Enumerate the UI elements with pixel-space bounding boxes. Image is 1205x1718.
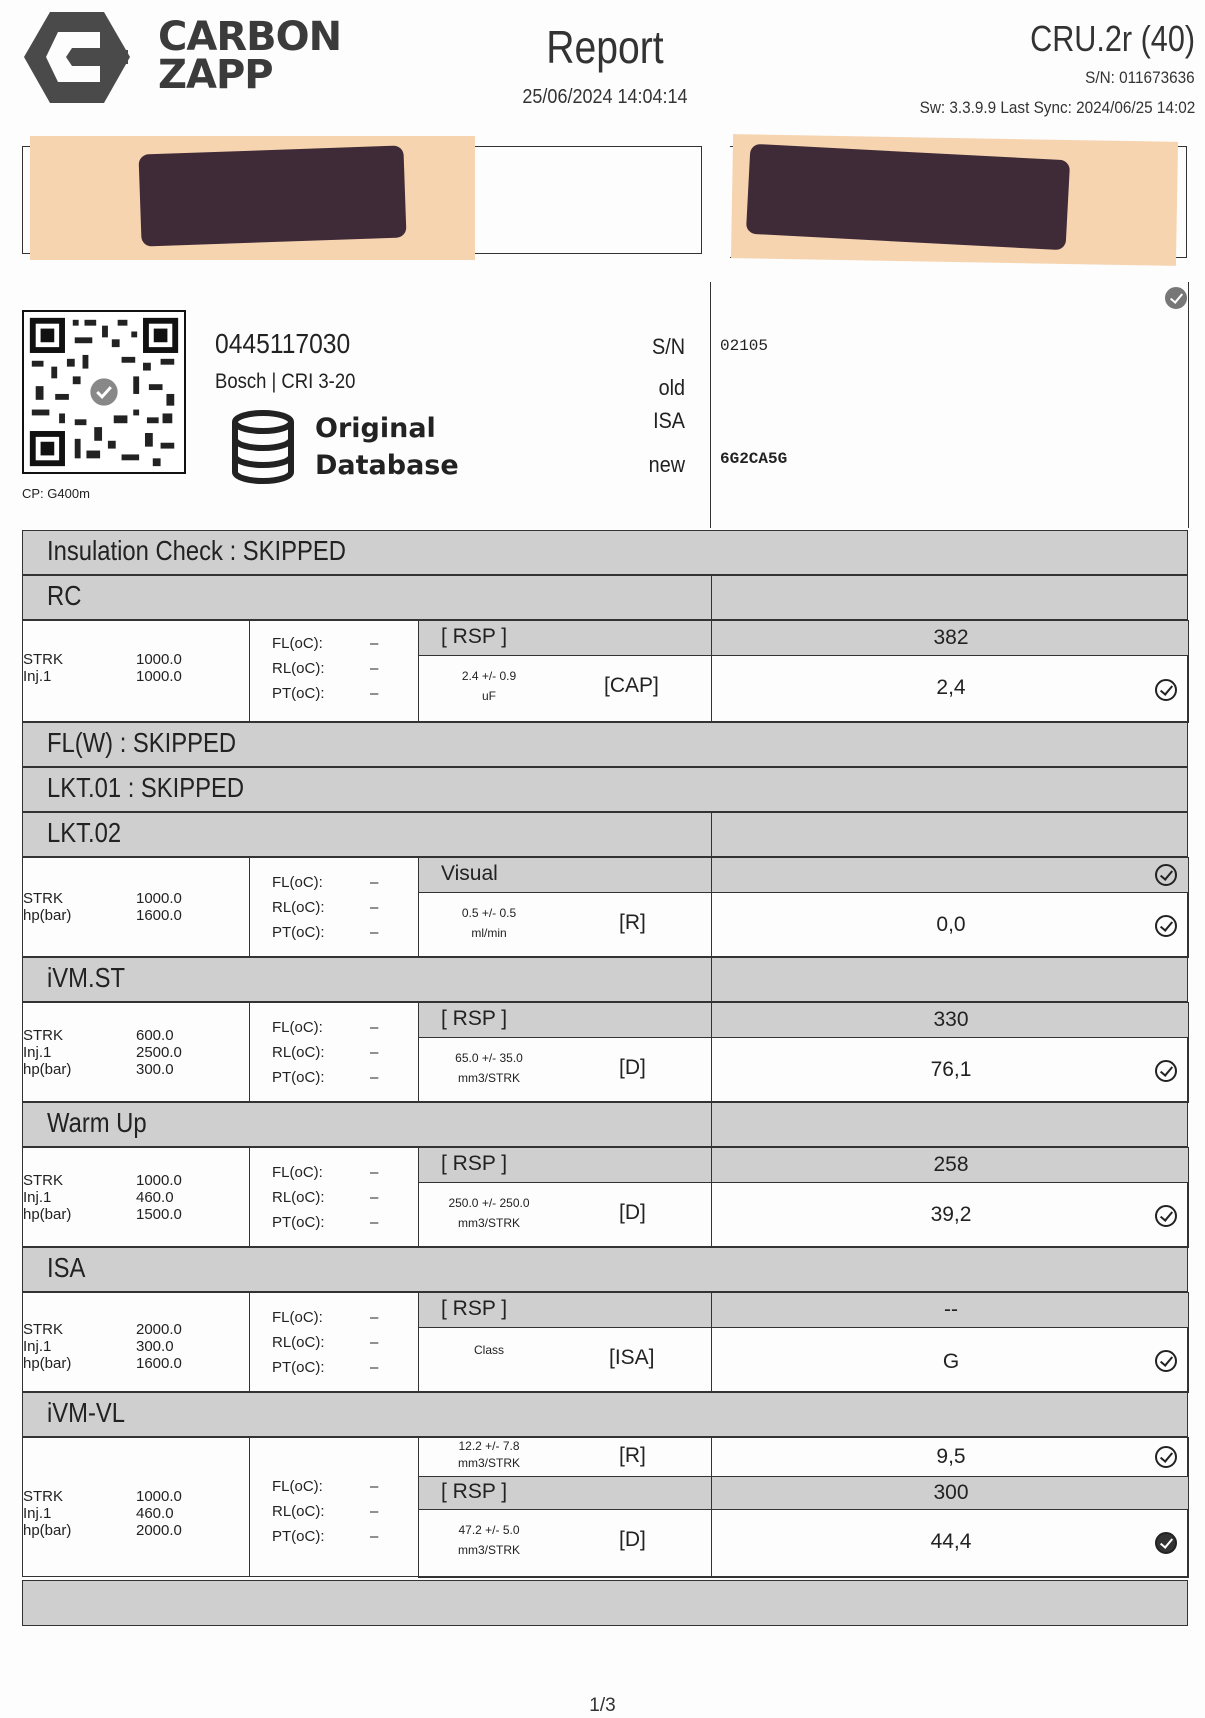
ivmvl-param-values: 1000.0 460.0 2000.0 [136, 1488, 182, 1539]
warmup-row [22, 1147, 1188, 1247]
ivmvl-rsp-value-cell: 300 [711, 1476, 1189, 1510]
ivmst-param-values: 600.0 2500.0 300.0 [136, 1027, 182, 1078]
pass-check-icon [1155, 1350, 1177, 1372]
redaction-ink-2 [746, 144, 1070, 251]
new-value: 6G2CA5G [720, 450, 788, 468]
isa-header: ISA [22, 1247, 1188, 1292]
report-datetime: 25/06/2024 14:04:14 [522, 86, 688, 108]
isa-param-values: 2000.0 300.0 1600.0 [136, 1321, 182, 1372]
isa-label: ISA [653, 408, 685, 433]
lkt02-param-values: 1000.0 1600.0 [136, 890, 182, 924]
ivmvl-rsp-label-cell: [ RSP ] [418, 1476, 712, 1510]
warmup-param-values: 1000.0 460.0 1500.0 [136, 1172, 182, 1223]
lkt02-param-keys: STRK hp(bar) [23, 890, 72, 924]
ivmst-row [22, 1002, 1188, 1102]
page-number: 1/3 [589, 1695, 616, 1716]
rc-spec-cell: 2.4 +/- 0.9 uF [CAP] [418, 655, 712, 723]
qr-code [22, 310, 186, 474]
part-number: 0445117030 [215, 328, 351, 359]
ivmst-rsp-value-cell: 330 [711, 1002, 1189, 1038]
ivmst-rsp-label-cell: [ RSP ] [418, 1002, 712, 1038]
rc-rsp-value-cell: 382 [711, 620, 1189, 656]
lkt02-temps: FL(oC): RL(oC): PT(oC): – – – [249, 857, 419, 957]
ivmst-temps: FL(oC): RL(oC): PT(oC): – – – [249, 1002, 419, 1102]
rc-param-keys: STRK Inj.1 [23, 651, 64, 685]
pass-check-icon [1155, 915, 1177, 937]
isa-param-keys: STRK Inj.1 hp(bar) [23, 1321, 72, 1372]
device-software: Sw: 3.3.9.9 Last Sync: 2024/06/25 14:02 [919, 98, 1195, 117]
lkt02-result-cell: 0,0 [711, 892, 1189, 958]
ivmvl-temps: FL(oC): RL(oC): PT(oC): – – – [249, 1437, 419, 1577]
ivmvl-r-result-cell: 9,5 [711, 1437, 1189, 1477]
sn-value: 02105 [720, 337, 769, 355]
brand-name: CARBON ZAPP [158, 14, 342, 98]
rc-header: RC [22, 575, 1188, 620]
device-serial: S/N: 011673636 [1085, 68, 1195, 87]
ivmvl-header: iVM-VL [22, 1392, 1188, 1437]
old-label: old [658, 375, 685, 400]
isa-temps: FL(oC): RL(oC): PT(oC): – – – [249, 1292, 419, 1392]
ivmvl-row [22, 1437, 1188, 1577]
isa-rsp-value-cell: -- [711, 1292, 1189, 1328]
new-label: new [648, 452, 685, 477]
pass-check-icon [1155, 1205, 1177, 1227]
footer-bar [22, 1580, 1188, 1626]
ivmvl-spec-cell: 47.2 +/- 5.0 mm3/STRK [D] [418, 1509, 712, 1578]
pass-check-filled-icon [1155, 1532, 1177, 1554]
lkt02-visual-result-cell [711, 857, 1189, 893]
pass-check-icon [1155, 1060, 1177, 1082]
lkt02-row [22, 857, 1188, 957]
warmup-result-cell: 39,2 [711, 1182, 1189, 1248]
ivmvl-param-keys: STRK Inj.1 hp(bar) [23, 1488, 72, 1539]
rc-param-values: 1000.0 1000.0 [136, 651, 182, 685]
warmup-rsp-label-cell: [ RSP ] [418, 1147, 712, 1183]
cp-label: CP: G400m [22, 486, 90, 501]
info-right-border [1188, 282, 1189, 528]
warmup-rsp-value-cell: 258 [711, 1147, 1189, 1183]
insulation-header: Insulation Check : SKIPPED [22, 530, 1188, 575]
visual-check-icon [1155, 864, 1177, 886]
ivmst-spec-cell: 65.0 +/- 35.0 mm3/STRK [D] [418, 1037, 712, 1103]
isa-result-cell: G [711, 1327, 1189, 1393]
redaction-ink [138, 145, 406, 246]
carbon-zapp-logo-icon [22, 10, 132, 105]
rc-result-cell: 2,4 [711, 655, 1189, 723]
device-name: CRU.2r (40) [1030, 18, 1195, 59]
sn-label: S/N [651, 334, 685, 359]
report-title: Report [546, 21, 664, 73]
isa-rsp-label-cell: [ RSP ] [418, 1292, 712, 1328]
injector-model: Bosch | CRI 3-20 [215, 370, 356, 393]
pass-check-icon [1155, 1446, 1177, 1468]
warmup-param-keys: STRK Inj.1 hp(bar) [23, 1172, 72, 1223]
flw-header: FL(W) : SKIPPED [22, 722, 1188, 767]
info-check-icon [1165, 287, 1187, 309]
ivmvl-result-cell: 44,4 [711, 1509, 1189, 1578]
lkt02-visual-cell: Visual [418, 857, 712, 893]
warmup-temps: FL(oC): RL(oC): PT(oC): – – – [249, 1147, 419, 1247]
lkt01-header: LKT.01 : SKIPPED [22, 767, 1188, 812]
rc-temps: FL(oC): RL(oC): PT(oC): – – – [249, 620, 419, 722]
info-divider [710, 282, 711, 528]
lkt02-header: LKT.02 [22, 812, 1188, 857]
warmup-header: Warm Up [22, 1102, 1188, 1147]
ivmvl-r-spec-cell: 12.2 +/- 7.8 mm3/STRK [R] [418, 1437, 712, 1477]
warmup-spec-cell: 250.0 +/- 250.0 mm3/STRK [D] [418, 1182, 712, 1248]
isa-spec-cell: Class [ISA] [418, 1327, 712, 1393]
lkt02-spec-cell: 0.5 +/- 0.5 ml/min [R] [418, 892, 712, 958]
database-label: Original Database [315, 413, 459, 481]
rc-row [22, 620, 1188, 722]
pass-check-icon [1155, 679, 1177, 701]
ivmst-header: iVM.ST [22, 957, 1188, 1002]
rc-rsp-label-cell: [ RSP ] [418, 620, 712, 656]
database-icon [230, 410, 296, 484]
ivmst-param-keys: STRK Inj.1 hp(bar) [23, 1027, 72, 1078]
isa-row [22, 1292, 1188, 1392]
ivmst-result-cell: 76,1 [711, 1037, 1189, 1103]
